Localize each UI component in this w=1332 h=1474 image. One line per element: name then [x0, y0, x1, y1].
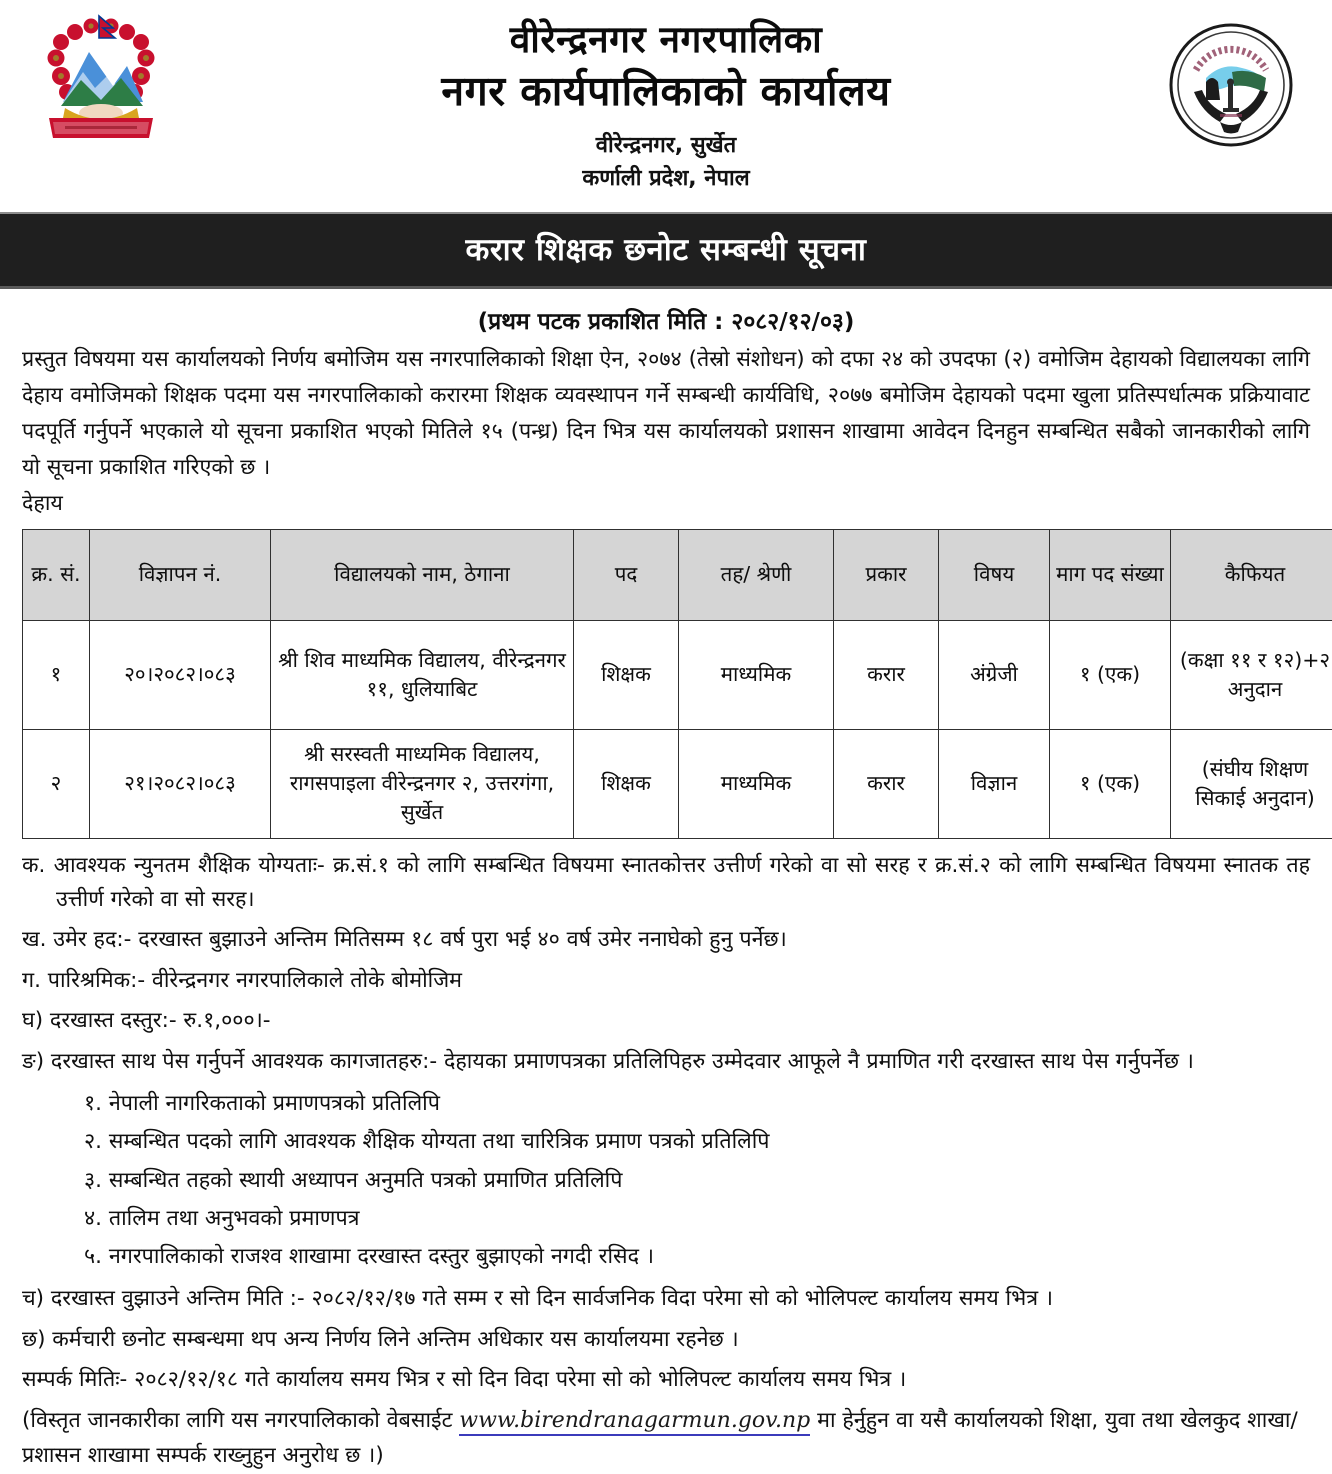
cell-subject: अंग्रेजी [939, 620, 1050, 729]
cell-subject: विज्ञान [939, 729, 1050, 838]
col-header-school: विद्यालयको नाम, ठेगाना [271, 529, 574, 620]
office-name: नगर कार्यपालिकाको कार्यालय [176, 65, 1156, 118]
clause-final-authority: छ) कर्मचारी छनोट सम्बन्धमा थप अन्य निर्णय लिने अन्तिम अधिकार यस कार्यालयमा रहनेछ । [22, 1323, 1310, 1357]
list-item: ५. नगरपालिकाको राजश्व शाखामा दरखास्त दस्तुर बुझाएको नगदी रसिद । [84, 1238, 1310, 1276]
nepal-national-emblem [31, 14, 171, 164]
cell-level: माध्यमिक [679, 729, 834, 838]
cell-serial: १ [23, 620, 90, 729]
cell-serial: २ [23, 729, 90, 838]
cell-post: शिक्षक [574, 620, 679, 729]
cell-remarks: (कक्षा ११ र १२)+२ अनुदान [1171, 620, 1332, 729]
dehaya-label: देहाय [22, 488, 1310, 520]
publication-date: (प्रथम पटक प्रकाशित मिति : २०८२/१२/०३) [0, 304, 1332, 336]
col-header-subject: विषय [939, 529, 1050, 620]
list-item: १. नेपाली नागरिकताको प्रमाणपत्रको प्रतिलिपि [84, 1085, 1310, 1123]
col-header-quantity: माग पद संख्या [1050, 529, 1171, 620]
clause-required-documents: ङ) दरखास्त साथ पेस गर्नुपर्ने आवश्यक कागजातहरु:- देहायका प्रमाणपत्रका प्रतिलिपिहरु उम्मेदवार आफूले नै प्रमाणित गरी दरखास्त साथ पेस गर्नुपर्नेछ । [22, 1045, 1310, 1079]
list-item: २. सम्बन्धित पदको लागि आवश्यक शैक्षिक योग्यता तथा चारित्रिक प्रमाण पत्रको प्रतिलिपि [84, 1123, 1310, 1161]
notice-title-banner: करार शिक्षक छनोट सम्बन्धी सूचना [0, 212, 1332, 289]
cell-school: श्री शिव माध्यमिक विद्यालय, वीरेन्द्रनगर ११, धुलियाबिट [271, 620, 574, 729]
notice-body [0, 342, 1332, 1474]
clause-deadline: च) दरखास्त वुझाउने अन्तिम मिति :- २०८२/१२/१७ गते सम्म र सो दिन सार्वजनिक विदा परेमा सो को भोलिपल्ट कार्यालय समय भित्र । [22, 1282, 1310, 1316]
cell-school: श्री सरस्वती माध्यमिक विद्यालय, रागसपाइला वीरेन्द्रनगर २, उत्तरगंगा, सुर्खेत [271, 729, 574, 838]
cell-advertisement: २१।२०८२।०८३ [90, 729, 271, 838]
table-header-row [23, 529, 1332, 620]
website-note-prefix: (विस्तृत जानकारीका लागि यस नगरपालिकाको वेबसाईट [22, 1408, 459, 1433]
col-header-serial: क्र. सं. [23, 529, 90, 620]
website-note-suffix: मा हेर्नुहुन वा यसै कार्यालयको शिक्षा, युवा तथा खेलकुद शाखा/प्रशासन शाखामा सम्पर्क राख्नुहुन अनुरोध छ ।) [22, 1408, 1298, 1468]
clause-qualification: क. आवश्यक न्युनतम शैक्षिक योग्यताः- क्र.सं.१ को लागि सम्बन्धित विषयमा स्नातकोत्तर उत्तीर्ण गरेको वा सो सरह र क्र.सं.२ को लागि सम्बन्धित विषयमा स्नातक तह उत्तीर्ण गरेको वा सो सरह। [22, 849, 1310, 918]
table-row [23, 729, 1332, 838]
required-documents-list [22, 1085, 1310, 1276]
col-header-type: प्रकार [834, 529, 939, 620]
cell-quantity: १ (एक) [1050, 620, 1171, 729]
col-header-level: तह/ श्रेणी [679, 529, 834, 620]
letterhead [0, 0, 1332, 212]
organization-heading [176, 8, 1156, 195]
cell-level: माध्यमिक [679, 620, 834, 729]
website-note [22, 1403, 1310, 1474]
municipality-website-link[interactable]: www.birendranagarmun.gov.np [459, 1408, 810, 1436]
col-header-remarks: कैफियत [1171, 529, 1332, 620]
clause-age-limit: ख. उमेर हद:- दरखास्त बुझाउने अन्तिम मितिसम्म १८ वर्ष पुरा भई ४० वर्ष उमेर ननाघेको हुनु पर्नेछ। [22, 923, 1310, 957]
cell-type: करार [834, 729, 939, 838]
address-province: कर्णाली प्रदेश, नेपाल [176, 162, 1156, 195]
birendranagar-municipality-logo [1168, 22, 1294, 148]
list-item: ३. सम्बन्धित तहको स्थायी अध्यापन अनुमति पत्रको प्रमाणित प्रतिलिपि [84, 1162, 1310, 1200]
cell-advertisement: २०।२०८२।०८३ [90, 620, 271, 729]
vacancy-table [22, 529, 1332, 839]
contact-date: सम्पर्क मितिः- २०८२/१२/१८ गते कार्यालय समय भित्र र सो दिन विदा परेमा सो को भोलिपल्ट कार्यालय समय भित्र । [22, 1363, 1310, 1398]
address-city: वीरेन्द्रनगर, सुर्खेत [176, 129, 1156, 162]
intro-paragraph: प्रस्तुत विषयमा यस कार्यालयको निर्णय बमोजिम यस नगरपालिकाको शिक्षा ऐन, २०७४ (तेस्रो संशोधन) को दफा २४ को उपदफा (२) वमोजिम देहायको विद्यालयका लागि देहाय वमोजिमको शिक्षक पदमा यस नगरपालिकाको करारमा शिक्षक व्यवस्थापन गर्ने सम्बन्धी कार्यविधि, २०७७ बमोजिम देहायको पदमा खुला प्रतिस्पर्धात्मक प्रक्रियावाट पदपूर्ति गर्नुपर्ने भएकाले यो सूचना प्रकाशित भएको मितिले १५ (पन्ध्र) दिन भित्र यस कार्यालयको प्रशासन शाखामा आवेदन दिनहुन सम्बन्धित सबैको जानकारीको लागि यो सूचना प्रकाशित गरिएको छ । [22, 342, 1310, 486]
cell-post: शिक्षक [574, 729, 679, 838]
cell-remarks: (संघीय शिक्षण सिकाई अनुदान) [1171, 729, 1332, 838]
col-header-post: पद [574, 529, 679, 620]
clause-remuneration: ग. पारिश्रमिक:- वीरेन्द्रनगर नगरपालिकाले तोके बोमोजिम [22, 964, 1310, 998]
clause-application-fee: घ) दरखास्त दस्तुर:- रु.१,०००।- [22, 1004, 1310, 1038]
municipality-name: वीरेन्द्रनगर नगरपालिका [176, 16, 1156, 63]
nepal-national-emblem-wrapper [26, 8, 176, 164]
table-row [23, 620, 1332, 729]
col-header-advertisement: विज्ञापन नं. [90, 529, 271, 620]
municipality-logo-wrapper [1156, 8, 1306, 148]
cell-quantity: १ (एक) [1050, 729, 1171, 838]
cell-type: करार [834, 620, 939, 729]
list-item: ४. तालिम तथा अनुभवको प्रमाणपत्र [84, 1200, 1310, 1238]
